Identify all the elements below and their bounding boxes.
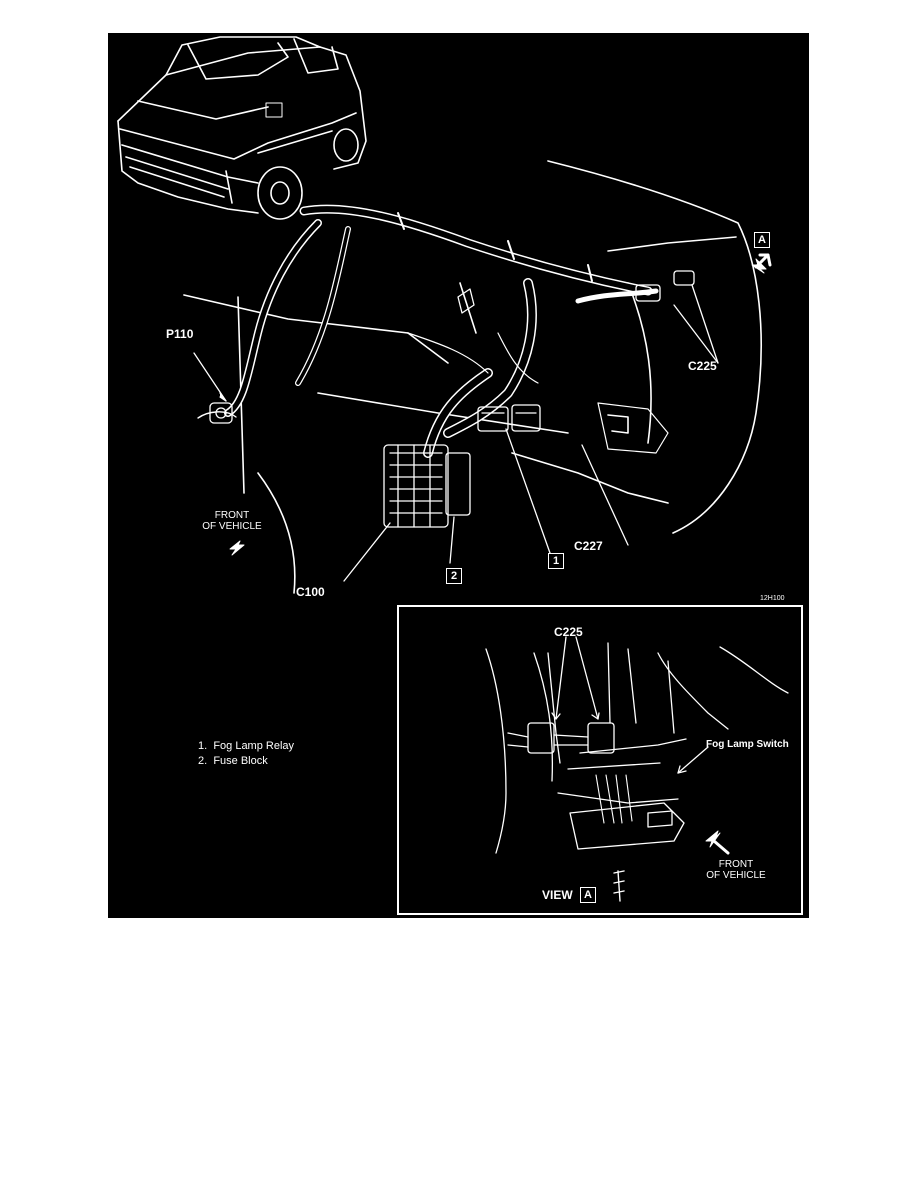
legend [198,739,294,769]
callout-box-1: 1 [548,553,564,569]
connector-c227-label: C227 [574,539,603,553]
view-a-caption-marker: A [580,887,596,903]
callout-box-2: 2 [446,568,462,584]
inset-front-line1: FRONT [718,859,754,870]
view-a-marker: A [754,232,770,248]
inset-c225-label: C225 [554,625,583,639]
figure-code: 12H100 [760,595,785,602]
legend-item [198,739,294,754]
front-of-vehicle-line1: FRONT [214,510,250,521]
connector-p110-label: P110 [166,327,194,341]
front-of-vehicle-label [190,510,274,532]
legend-label: Fog Lamp Relay [213,740,295,752]
wiring-harness [198,209,656,453]
inset-front-of-vehicle-label [694,859,778,881]
connector-c100-label: C100 [296,585,325,599]
vehicle-locator-drawing [118,37,366,219]
connector-c225-label: C225 [688,359,717,373]
legend-item [198,754,294,769]
legend-number: 2. [198,755,208,767]
fog-lamp-switch-label: Fog Lamp Switch [706,739,789,750]
diagram-figure [108,33,809,918]
legend-number: 1. [198,740,208,752]
legend-label: Fuse Block [213,755,268,767]
view-a-caption: VIEW [542,888,573,902]
inset-front-line2: OF VEHICLE [706,870,766,881]
front-of-vehicle-line2: OF VEHICLE [202,521,262,532]
